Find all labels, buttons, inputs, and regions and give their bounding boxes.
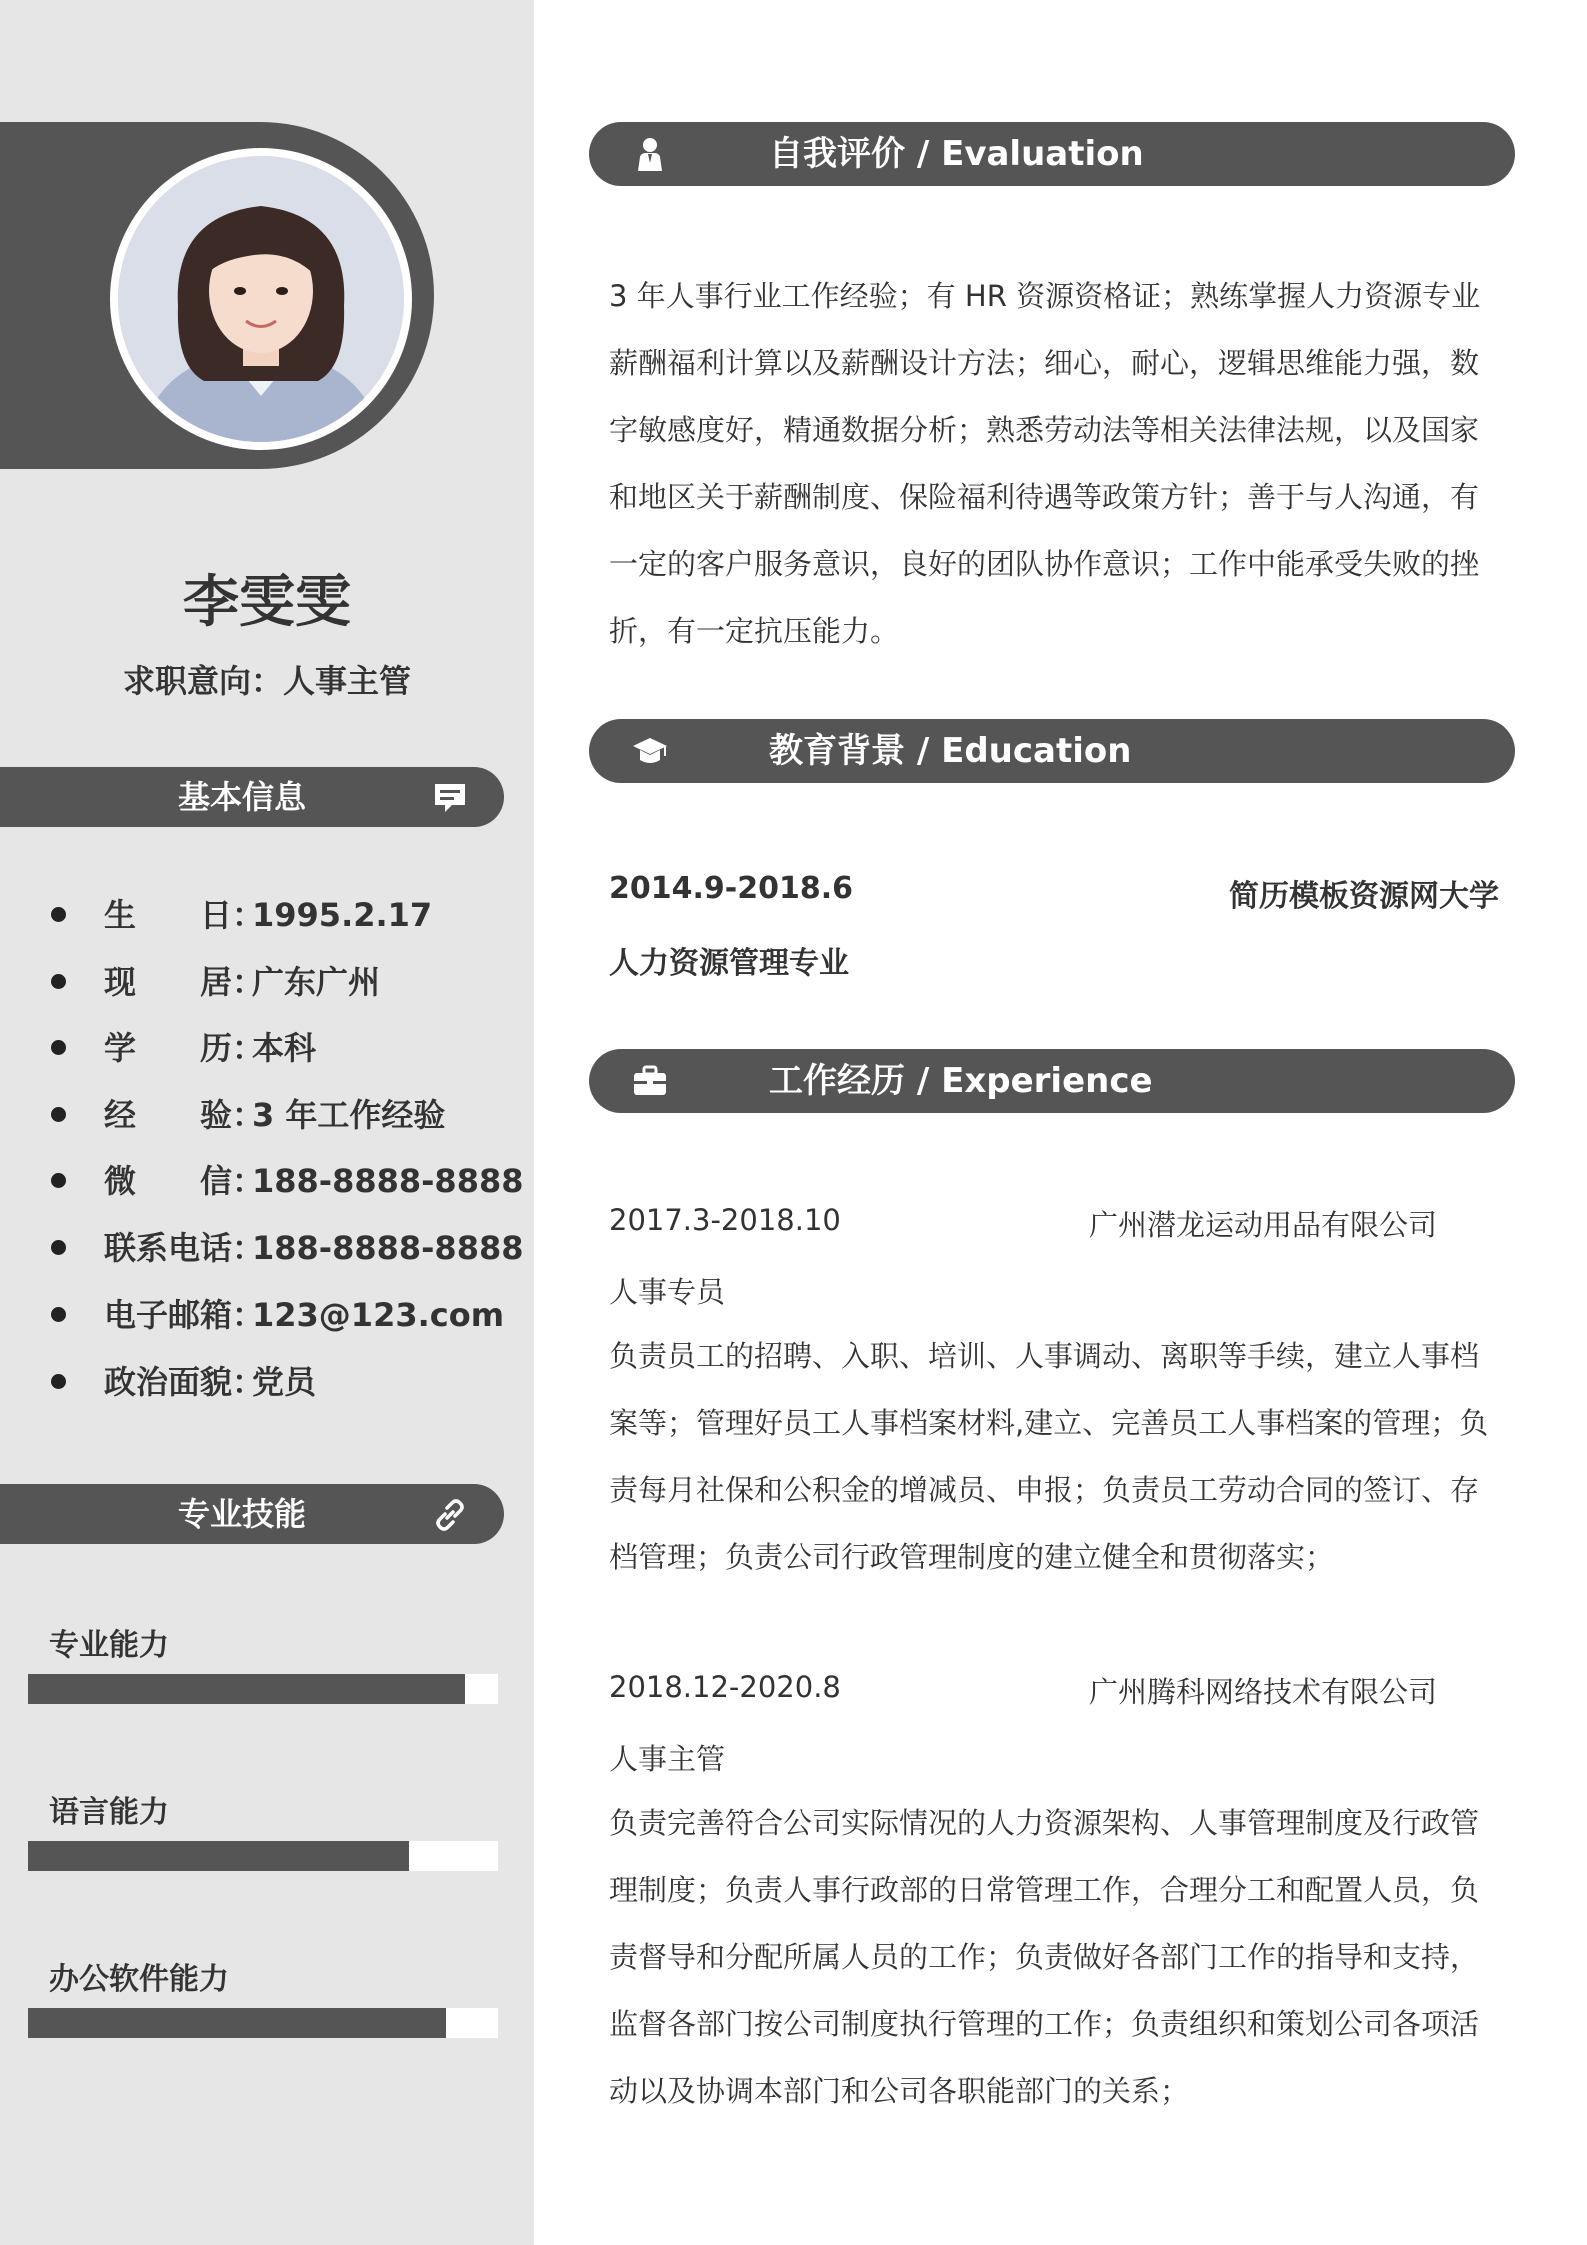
job-description-line: 动以及协调本部门和公司各职能部门的关系； — [609, 2074, 1190, 2108]
job-2-description — [609, 1790, 1499, 2125]
skill-bar-track — [28, 2008, 498, 2038]
bullet-icon — [51, 1107, 66, 1122]
main-content — [534, 0, 1587, 2245]
job-role: 人事专员 — [609, 1275, 726, 1309]
evaluation-title: 自我评价 / Evaluation — [769, 134, 1144, 174]
chat-icon — [432, 780, 468, 816]
job-description-line: 理制度；负责人事行政部的日常管理工作，合理分工和配置人员，负 — [609, 1873, 1480, 1907]
experience-title: 工作经历 / Experience — [769, 1061, 1153, 1101]
info-experience — [0, 1090, 534, 1140]
evaluation-line: 3 年人事行业工作经验；有 HR 资源资格证；熟练掌握人力资源专业 — [609, 279, 1481, 313]
job-description-line: 责督导和分配所属人员的工作；负责做好各部门工作的指导和支持， — [609, 1940, 1480, 1974]
info-key: 电子邮箱： — [104, 1296, 265, 1334]
candidate-name: 李雯雯 — [183, 570, 351, 635]
bullet-icon — [51, 1173, 66, 1188]
info-value: 3 年工作经验 — [252, 1096, 446, 1134]
education-row — [609, 871, 1499, 914]
info-key: 经 验： — [104, 1096, 265, 1134]
info-value: 本科 — [252, 1029, 317, 1067]
skills-header — [0, 1484, 504, 1544]
bullet-icon — [51, 1374, 66, 1389]
info-birthday — [0, 890, 534, 940]
info-wechat — [0, 1156, 534, 1206]
evaluation-header — [589, 122, 1515, 186]
info-political-status — [0, 1357, 534, 1407]
info-key: 学 历： — [104, 1029, 265, 1067]
skills-title: 专业技能 — [177, 1495, 306, 1533]
info-residence — [0, 957, 534, 1007]
evaluation-line: 字敏感度好，精通数据分析；熟悉劳动法等相关法律法规，以及国家 — [609, 413, 1480, 447]
job-period: 2017.3-2018.10 — [609, 1203, 841, 1237]
portrait-illustration — [118, 156, 404, 442]
job-company: 广州腾科网络技术有限公司 — [1089, 1675, 1438, 1709]
job-description-line: 负责完善符合公司实际情况的人力资源架构、人事管理制度及行政管 — [609, 1806, 1480, 1840]
info-value: 188-8888-8888 — [252, 1162, 524, 1200]
info-email — [0, 1290, 534, 1340]
skill-label: 语言能力 — [49, 1795, 169, 1830]
job-1-header — [609, 1203, 1499, 1242]
evaluation-line: 和地区关于薪酬制度、保险福利待遇等政策方针；善于与人沟通，有 — [609, 480, 1480, 514]
education-header — [589, 719, 1515, 783]
evaluation-line: 折，有一定抗压能力。 — [609, 614, 900, 648]
education-title: 教育背景 / Education — [769, 731, 1132, 771]
job-company: 广州潜龙运动用品有限公司 — [1089, 1208, 1438, 1242]
skill-label: 专业能力 — [49, 1628, 169, 1663]
info-value: 188-8888-8888 — [252, 1229, 524, 1267]
job-description-line: 档管理；负责公司行政管理制度的建立健全和贯彻落实； — [609, 1540, 1335, 1574]
job-description-line: 监督各部门按公司制度执行管理的工作；负责组织和策划公司各项活 — [609, 2007, 1480, 2041]
bullet-icon — [51, 1307, 66, 1322]
bullet-icon — [51, 1040, 66, 1055]
info-key: 生 日： — [104, 896, 265, 934]
graduation-cap-icon — [631, 732, 669, 770]
job-2-header — [609, 1670, 1499, 1709]
info-value: 党员 — [252, 1363, 317, 1401]
skill-bar-fill — [28, 1674, 465, 1704]
info-key: 微 信： — [104, 1162, 265, 1200]
job-description-line: 责每月社保和公积金的增减员、申报；负责员工劳动合同的签订、存 — [609, 1473, 1480, 1507]
bullet-icon — [51, 907, 66, 922]
info-degree — [0, 1023, 534, 1073]
info-value: 广东广州 — [252, 963, 381, 1001]
person-icon — [631, 135, 669, 173]
info-key: 联系电话： — [104, 1229, 265, 1267]
link-icon — [432, 1497, 468, 1533]
bullet-icon — [51, 974, 66, 989]
skill-bar-track — [28, 1841, 498, 1871]
info-value: 1995.2.17 — [252, 896, 433, 934]
bullet-icon — [51, 1240, 66, 1255]
education-school: 简历模板资源网大学 — [1229, 879, 1499, 914]
experience-header — [589, 1049, 1515, 1113]
briefcase-icon — [631, 1062, 669, 1100]
basic-info-header — [0, 767, 504, 827]
info-phone — [0, 1223, 534, 1273]
job-description-line: 案等；管理好员工人事档案材料,建立、完善员工人事档案的管理；负 — [609, 1406, 1489, 1440]
sidebar — [0, 0, 534, 2245]
education-major: 人力资源管理专业 — [609, 946, 849, 981]
job-period: 2018.12-2020.8 — [609, 1670, 841, 1704]
profile-photo — [118, 156, 404, 442]
job-description-line: 负责员工的招聘、入职、培训、人事调动、离职等手续，建立人事档 — [609, 1339, 1480, 1373]
job-role: 人事主管 — [609, 1742, 726, 1776]
info-key: 现 居： — [104, 963, 265, 1001]
skill-bar-fill — [28, 2008, 446, 2038]
skill-bar-track — [28, 1674, 498, 1704]
basic-info-title: 基本信息 — [177, 778, 306, 816]
info-value: 123@123.com — [252, 1296, 505, 1334]
education-period: 2014.9-2018.6 — [609, 871, 853, 906]
evaluation-line: 薪酬福利计算以及薪酬设计方法；细心，耐心，逻辑思维能力强，数 — [609, 346, 1480, 380]
info-key: 政治面貌： — [104, 1363, 265, 1401]
skill-bar-fill — [28, 1841, 409, 1871]
skill-label: 办公软件能力 — [49, 1962, 229, 1997]
evaluation-text — [609, 263, 1499, 665]
job-1-description — [609, 1323, 1499, 1591]
evaluation-line: 一定的客户服务意识，良好的团队协作意识；工作中能承受失败的挫 — [609, 547, 1480, 581]
job-intent: 求职意向：人事主管 — [122, 662, 411, 700]
